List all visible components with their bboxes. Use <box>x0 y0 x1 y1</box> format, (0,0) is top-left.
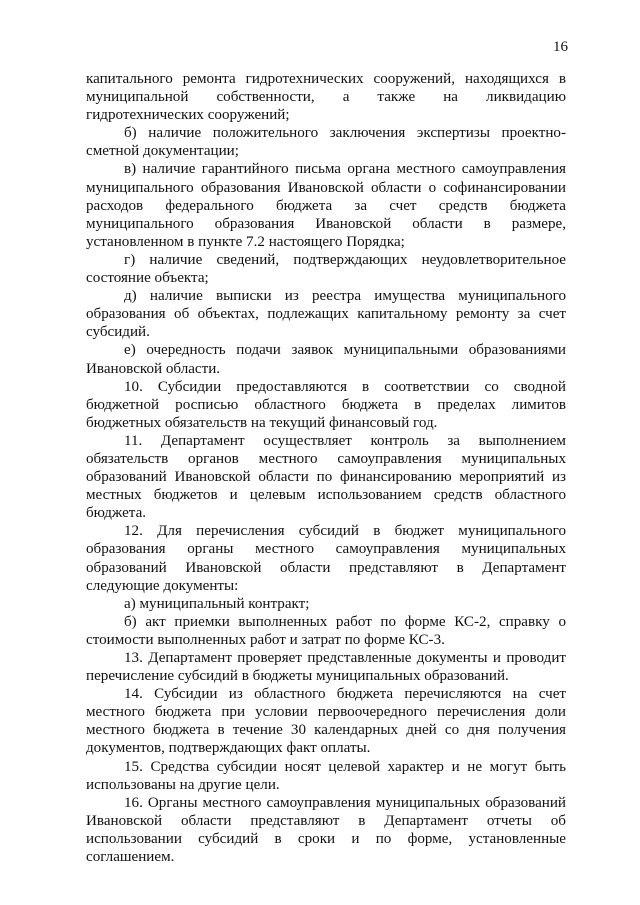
paragraph-item-d: д) наличие выписки из реестра имущества муниципального образования об объектах, подлежащих капитальному ремонту за счет субсидий. <box>86 288 566 341</box>
paragraph-15: 15. Средства субсидии носят целевой характер и не могут быть использованы на другие цели. <box>86 758 566 793</box>
paragraph-12-item-b: б) акт приемки выполненных работ по форме КС-2, справку о стоимости выполненных работ и затрат по форме КС-3. <box>86 613 566 648</box>
paragraph-11: 11. Департамент осуществляет контроль за выполнением обязательств органов местного самоуправления муниципальных образований Ивановской области по финансированию мероприятий из местных бюджетов и целевым использованием средств областного бюджета. <box>86 432 566 522</box>
page-number: 16 <box>553 39 568 55</box>
paragraph-16: 16. Органы местного самоуправления муниципальных образований Ивановской области представляют в Департамент отчеты об использовании субсидий в сроки и по форме, установленные соглашением. <box>86 794 566 866</box>
paragraph-10: 10. Субсидии предоставляются в соответствии со сводной бюджетной росписью областного бюджета в пределах лимитов бюджетных обязательств на текущий финансовый год. <box>86 378 566 431</box>
paragraph-item-e: е) очередность подачи заявок муниципальными образованиями Ивановской области. <box>86 342 566 377</box>
document-body <box>86 70 566 866</box>
paragraph-item-v: в) наличие гарантийного письма органа местного самоуправления муниципального образования Ивановской области о софинансировании расходов федерального бюджета за счет средств бюджета муниципального образования Ивановской области в размере, установленном в пункте 7.2 настоящего Порядка; <box>86 161 566 250</box>
paragraph-item-b: б) наличие положительного заключения экспертизы проектно-сметной документации; <box>86 125 566 160</box>
paragraph-item-g: г) наличие сведений, подтверждающих неудовлетворительное состояние объекта; <box>86 251 566 287</box>
paragraph-14: 14. Субсидии из областного бюджета перечисляются на счет местного бюджета при условии первоочередного перечисления доли местного бюджета в течение 30 календарных дней со дня получения документов, подтверждающих факт оплаты. <box>86 686 566 757</box>
paragraph-13: 13. Департамент проверяет представленные документы и проводит перечисление субсидий в бюджеты муниципальных образований. <box>86 650 566 685</box>
paragraph-12: 12. Для перечисления субсидий в бюджет муниципального образования органы местного самоуправления муниципальных образований Ивановской области представляют в Департамент следующие документы: <box>86 523 566 594</box>
paragraph-12-item-a: а) муниципальный контракт; <box>124 595 310 612</box>
paragraph-continuation: капитального ремонта гидротехнических сооружений, находящихся в муниципальной собственности, а также на ликвидацию гидротехнических сооружений; <box>86 71 566 124</box>
